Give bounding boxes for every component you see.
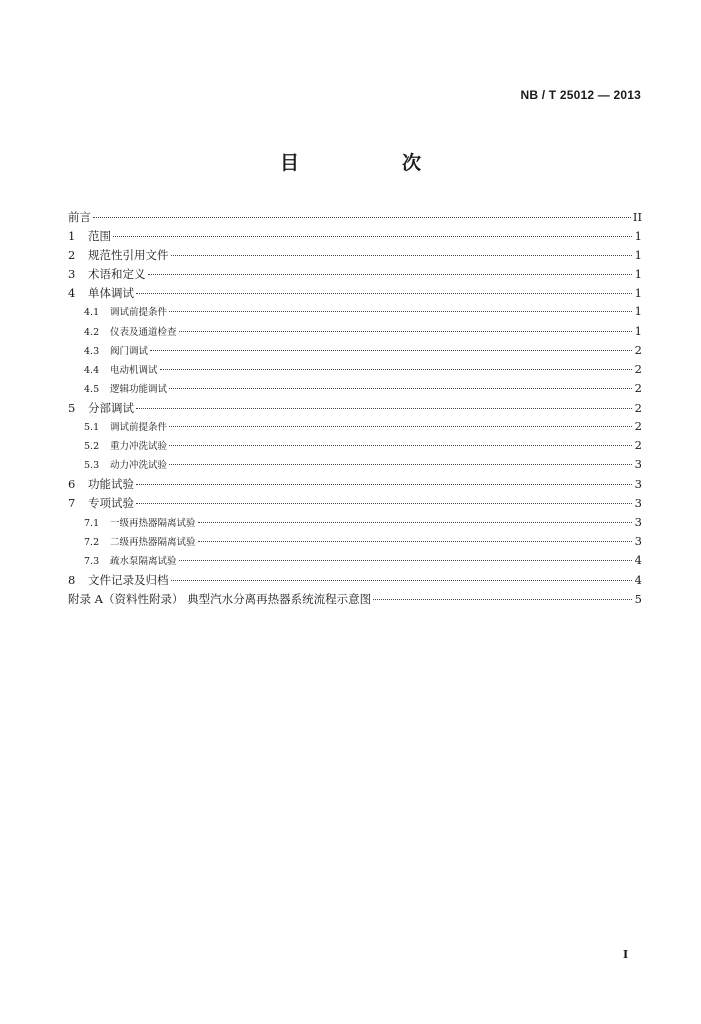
dot-leader: [169, 464, 632, 465]
dot-leader: [113, 236, 632, 237]
dot-leader: [171, 580, 633, 581]
dot-leader: [136, 503, 632, 504]
toc-entry-title: 仪表及通道检查: [110, 326, 177, 338]
toc-entry-page: 5: [634, 591, 642, 606]
toc-entry-number: 7.3: [84, 555, 100, 567]
dot-leader: [169, 426, 632, 427]
toc-entry-title: 调试前提条件: [110, 307, 168, 319]
dot-leader: [169, 311, 632, 312]
toc-entry-title: 阀门调试: [110, 345, 149, 357]
toc-entry[interactable]: [68, 228, 642, 247]
toc-entry-number: 5.2: [84, 441, 100, 453]
dot-leader: [171, 255, 633, 256]
toc-entry-number: 7.1: [84, 517, 100, 529]
toc-entry[interactable]: [68, 381, 642, 400]
toc-entry-title: 逻辑功能调试: [110, 383, 168, 395]
toc-entry[interactable]: [68, 266, 642, 285]
toc-entry-number: 4.4: [84, 364, 100, 376]
dot-leader: [136, 484, 632, 485]
toc-entry-number: 4.3: [84, 345, 100, 357]
toc-entry[interactable]: [68, 534, 642, 553]
toc-entry-number: 7.2: [84, 536, 100, 548]
toc-entry-page: 3: [634, 477, 642, 492]
toc-entry-title: 二级再热器隔离试验: [110, 536, 196, 548]
toc-title: 目 次: [279, 152, 463, 174]
dot-leader: [160, 369, 632, 370]
dot-leader: [373, 599, 632, 600]
toc-entry[interactable]: [68, 553, 642, 572]
dot-leader: [150, 350, 632, 351]
toc-entry-number: 5.1: [84, 422, 100, 434]
dot-leader: [136, 408, 632, 409]
toc-entry-title: 范围: [88, 229, 111, 244]
toc-entry-title: 电动机调试: [110, 364, 158, 376]
toc-entry-number: 6: [68, 477, 76, 492]
toc-entry-number: 2: [68, 248, 76, 263]
toc-entry-page: 3: [634, 457, 642, 472]
toc-entry-page: 2: [634, 380, 642, 395]
toc-entry-title: 文件记录及归档: [88, 572, 169, 587]
toc-entry-page: 2: [634, 361, 642, 376]
toc-entry-number: 4.5: [84, 383, 100, 395]
toc-entry-title: 功能试验: [88, 477, 134, 492]
toc-entry-page: 1: [634, 304, 642, 319]
toc-entry-number: 5.3: [84, 460, 100, 472]
dot-leader: [179, 560, 632, 561]
toc-entry-page: 1: [634, 323, 642, 338]
toc-entry[interactable]: [68, 457, 642, 476]
page-number: I: [623, 948, 629, 961]
toc-entry[interactable]: [68, 591, 642, 610]
dot-leader: [169, 445, 632, 446]
toc-entry-title: 专项试验: [88, 496, 134, 511]
toc-entry-number: 5: [68, 400, 76, 415]
toc-entry[interactable]: [68, 362, 642, 381]
dot-leader: [169, 388, 632, 389]
toc-entry-page: 3: [634, 514, 642, 529]
toc-entry-number: 4: [68, 286, 76, 301]
toc-entry[interactable]: [68, 324, 642, 343]
toc-entry-title: 一级再热器隔离试验: [110, 517, 196, 529]
toc-entry[interactable]: [68, 495, 642, 514]
toc-entry-title: 分部调试: [88, 400, 134, 415]
toc-entry[interactable]: [68, 515, 642, 534]
dot-leader: [148, 274, 633, 275]
table-of-contents: [68, 209, 642, 610]
dot-leader: [136, 293, 632, 294]
toc-entry-title: 重力冲洗试验: [110, 441, 168, 453]
toc-entry-title: 附录 A（资料性附录） 典型汽水分离再热器系统流程示意图: [68, 591, 372, 606]
toc-entry[interactable]: [68, 419, 642, 438]
toc-entry-number: 7: [68, 496, 76, 511]
toc-entry-page: 2: [634, 342, 642, 357]
toc-entry[interactable]: [68, 304, 642, 323]
toc-entry-title: 单体调试: [88, 286, 134, 301]
toc-entry[interactable]: [68, 343, 642, 362]
toc-entry-page: 1: [634, 286, 642, 301]
toc-entry-number: 1: [68, 229, 76, 244]
toc-entry-number: 8: [68, 572, 76, 587]
toc-entry-page: 1: [634, 229, 642, 244]
standard-code: NB / T 25012 — 2013: [520, 88, 641, 102]
toc-entry-title: 前言: [68, 210, 91, 224]
toc-entry-title: 规范性引用文件: [88, 248, 169, 263]
toc-entry[interactable]: [68, 247, 642, 266]
toc-entry[interactable]: [68, 400, 642, 419]
toc-entry-page: II: [632, 210, 642, 224]
toc-entry-number: 4.2: [84, 326, 100, 338]
toc-entry-title: 术语和定义: [88, 267, 146, 282]
dot-leader: [179, 331, 632, 332]
toc-entry-number: 3: [68, 267, 76, 282]
toc-entry-page: 3: [634, 533, 642, 548]
dot-leader: [93, 217, 631, 218]
toc-entry-page: 2: [634, 438, 642, 453]
toc-entry-page: 4: [634, 552, 642, 567]
toc-entry-page: 2: [634, 419, 642, 434]
toc-entry[interactable]: [68, 572, 642, 591]
toc-entry-page: 4: [634, 572, 642, 587]
toc-entry[interactable]: [68, 438, 642, 457]
toc-entry[interactable]: [68, 285, 642, 304]
toc-entry-page: 2: [634, 400, 642, 415]
toc-entry[interactable]: [68, 476, 642, 495]
dot-leader: [198, 522, 632, 523]
toc-entry[interactable]: [68, 209, 642, 228]
toc-entry-page: 1: [634, 248, 642, 263]
toc-entry-page: 3: [634, 496, 642, 511]
toc-entry-title: 疏水泵隔离试验: [110, 555, 177, 567]
toc-entry-number: 4.1: [84, 307, 100, 319]
dot-leader: [198, 541, 632, 542]
toc-entry-title: 调试前提条件: [110, 422, 168, 434]
toc-entry-page: 1: [634, 267, 642, 282]
toc-entry-title: 动力冲洗试验: [110, 460, 168, 472]
